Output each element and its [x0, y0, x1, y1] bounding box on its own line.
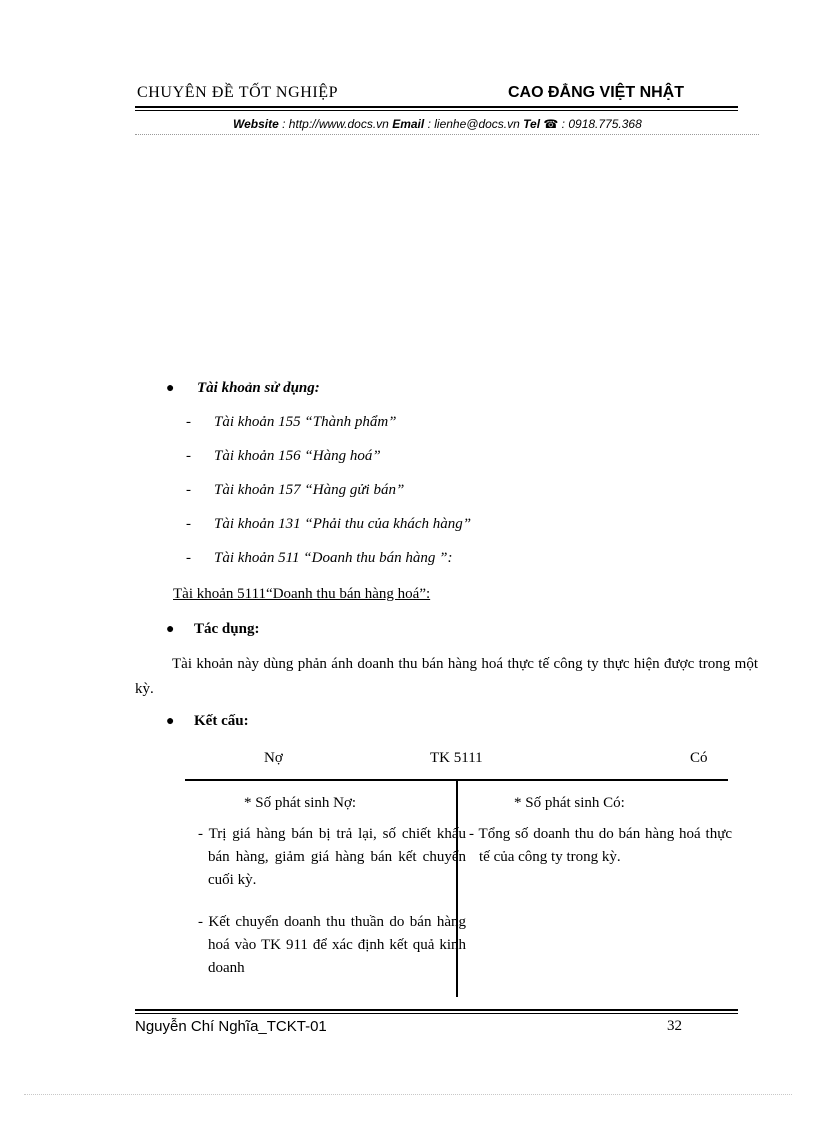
header-rule-thin: [135, 110, 738, 111]
dash-icon: -: [186, 414, 191, 430]
dash-icon: -: [186, 482, 191, 498]
credit-title: * Số phát sinh Có:: [514, 795, 625, 811]
usage-paragraph: Tài khoản này dùng phản ánh doanh thu bán hàng hoá thực tế công ty thực hiện được trong một kỳ.: [135, 656, 758, 697]
header-rule-thick: [135, 106, 738, 108]
account-item: Tài khoản 156 “Hàng hoá”: [214, 448, 381, 464]
header-contact-line: [233, 117, 642, 131]
debit-item: - Kết chuyển doanh thu thuần do bán hàng hoá vào TK 911 để xác định kết quả kinh doanh: [198, 914, 466, 976]
email-label: Email: [392, 117, 425, 131]
sub-account-title: Tài khoản 5111“Doanh thu bán hàng hoá”:: [173, 586, 431, 602]
website-label: Website: [233, 117, 279, 131]
bullet-icon: ●: [166, 714, 175, 729]
credit-item: - Tổng số doanh thu do bán hàng hoá thực tế của công ty trong kỳ.: [469, 826, 732, 865]
structure-heading: Kết cấu:: [194, 713, 249, 729]
email-link[interactable]: : lienhe@docs.vn: [427, 117, 520, 131]
accounts-heading: Tài khoản sử dụng:: [197, 380, 320, 396]
footer-page-number: 32: [667, 1018, 682, 1034]
dash-icon: -: [186, 550, 191, 566]
usage-heading: Tác dụng:: [194, 621, 260, 637]
account-item: Tài khoản 131 “Phải thu của khách hàng”: [214, 516, 472, 532]
bullet-icon: ●: [166, 381, 175, 396]
footer-rule-thin: [135, 1013, 738, 1014]
account-item: Tài khoản 511 “Doanh thu bán hàng ”:: [214, 550, 453, 566]
header-right-title: CAO ĐẲNG VIỆT NHẬT: [508, 84, 684, 101]
page-bottom-dotted-border: [24, 1094, 792, 1095]
website-link[interactable]: : http://www.docs.vn: [282, 117, 389, 131]
account-item: Tài khoản 157 “Hàng gửi bán”: [214, 482, 405, 498]
footer-author: Nguyễn Chí Nghĩa_TCKT-01: [135, 1018, 327, 1035]
account-item: Tài khoản 155 “Thành phẩm”: [214, 414, 397, 430]
t-account-debit-label: Nợ: [264, 750, 283, 766]
t-account-name: TK 5111: [430, 750, 483, 766]
header-left-title: CHUYÊN ĐỀ TỐT NGHIỆP: [137, 84, 339, 101]
footer-rule-thick: [135, 1009, 738, 1011]
t-account-credit-label: Có: [690, 750, 708, 766]
debit-title: * Số phát sinh Nợ:: [244, 795, 357, 811]
tel-label: Tel ☎: [523, 117, 559, 131]
tel-value: : 0918.775.368: [561, 117, 642, 131]
dash-icon: -: [186, 516, 191, 532]
header-dotted-rule: [135, 134, 759, 135]
dash-icon: -: [186, 448, 191, 464]
bullet-icon: ●: [166, 622, 175, 637]
debit-item: - Trị giá hàng bán bị trả lại, số chiết khấu bán hàng, giảm giá hàng bán kết chuyển cuối kỳ.: [198, 826, 466, 888]
